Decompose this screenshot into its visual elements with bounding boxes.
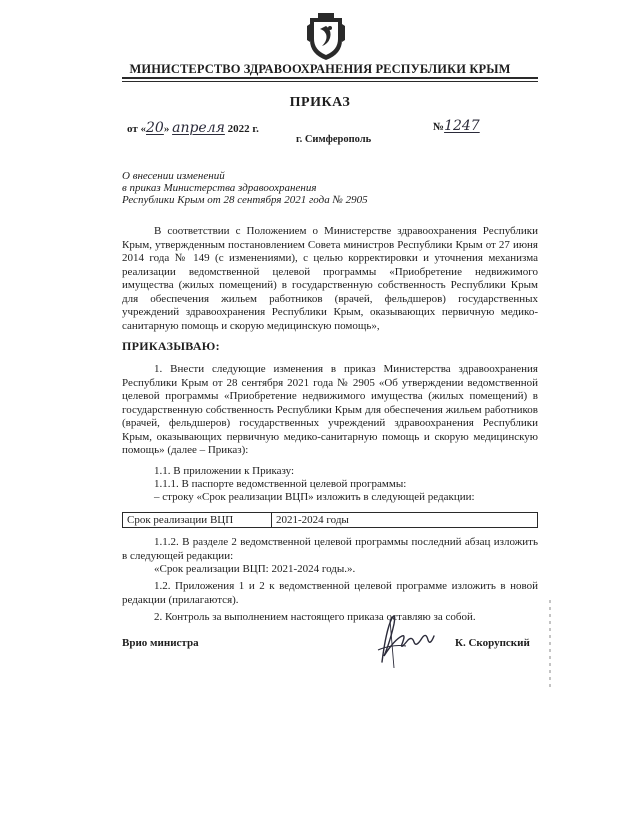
number-value: 1247 (444, 118, 480, 134)
city: г. Симферополь (296, 134, 372, 145)
handwritten-signature (372, 610, 440, 670)
date-day: 20 (146, 120, 164, 136)
document-type: ПРИКАЗ (289, 95, 351, 110)
coat-of-arms-icon (306, 12, 346, 62)
subject-line-1: О внесении изменений (122, 170, 225, 182)
preamble-text: В соответствии с Положением о Министерстве здравоохранения Республики Крым, утвержденным постановлением Совета министров Республики Крым от 27 июня 2014 года № 149 (с изменениями), с целью корректировки и уточнения механизма реализации ведомственной целевой программы «Приобретение недвижимого имущества (жилых помещений) в государственную собственность Республики Крым для обеспечения жильем работников (врачей, фельдшеров) государственных учреждений здравоохранения Республики Крым, оказывающих первичную медико-санитарную помощь и скорую медицинскую помощь», (122, 225, 538, 332)
item-2: 2. Контроль за выполнением настоящего приказа оставляю за собой. (154, 611, 476, 623)
signer-position: Врио министра (122, 637, 199, 649)
subject-line-2: в приказ Министерства здравоохранения (122, 182, 317, 194)
date-sep: » (163, 123, 173, 135)
item-1-1: 1.1. В приложении к Приказу: (154, 465, 295, 477)
order-number (433, 118, 480, 134)
ministry-name: МИНИСТЕРСТВО ЗДРАВООХРАНЕНИЯ РЕСПУБЛИКИ КРЫМ (129, 62, 511, 76)
number-prefix: № (433, 121, 445, 133)
date-prefix: от « (127, 123, 147, 135)
item-1-1-2 (122, 536, 538, 563)
date-year: 2022 г. (227, 123, 259, 135)
signer-name: К. Скорупский (455, 637, 530, 649)
table-row (123, 513, 538, 528)
table-cell-term-value: 2021-2024 годы (272, 513, 538, 528)
scan-edge-mark (548, 600, 552, 690)
item-1-1-2-text: 1.1.2. В разделе 2 ведомственной целевой программы последний абзац изложить в следующей редакции: (122, 536, 538, 562)
item-1 (122, 363, 538, 458)
preamble (122, 225, 538, 333)
item-1-2-text: 1.2. Приложения 1 и 2 к ведомственной целевой программе изложить в новой редакции (прилагаются). (122, 580, 538, 606)
term-table (122, 512, 538, 528)
item-1-2 (122, 580, 538, 607)
subject-line-3: Республики Крым от 28 сентября 2021 года № 2905 (122, 194, 368, 206)
order-word: ПРИКАЗЫВАЮ: (122, 339, 220, 353)
item-1-1-1: 1.1.1. В паспорте ведомственной целевой программы: (154, 478, 407, 490)
header-rule-thin (122, 81, 538, 82)
header-rule-thick (122, 77, 538, 79)
order-date (127, 120, 259, 136)
dash-line: – строку «Срок реализации ВЦП» изложить в следующей редакции: (154, 491, 475, 503)
table-cell-term-label: Срок реализации ВЦП (123, 513, 272, 528)
quote-line: «Срок реализации ВЦП: 2021-2024 годы.». (154, 563, 356, 575)
item-1-text: 1. Внести следующие изменения в приказ Министерства здравоохранения Республики Крым от 28 сентября 2021 года № 2905 «Об утверждении ведомственной целевой программы «Приобретение недвижимого имущества (жилых помещений) в государственную собственность Республики Крым для обеспечения жильем работников (врачей, фельдшеров) государственных учреждений здравоохранения Республики Крым, оказывающих первичную медико-санитарную помощь и скорую медицинскую помощь» (далее – Приказ): (122, 363, 538, 456)
date-month: апреля (172, 120, 225, 136)
order-subject (122, 170, 368, 206)
